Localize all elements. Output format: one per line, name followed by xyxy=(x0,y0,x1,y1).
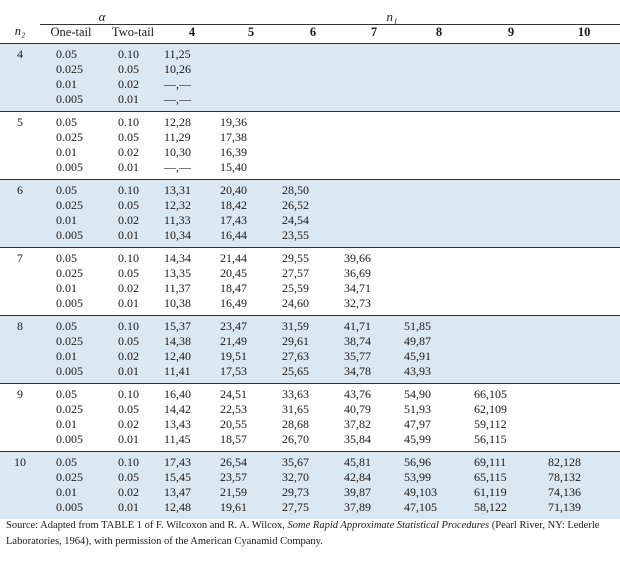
critical-values-cell xyxy=(344,247,404,315)
one-tail-value: 0.01 xyxy=(56,76,77,91)
two-tail-value: 0.01 xyxy=(118,295,139,310)
critical-value: 29,55 xyxy=(282,250,310,265)
critical-values-cell xyxy=(474,247,548,315)
one-tail-value: 0.01 xyxy=(56,416,77,431)
source-title: Some Rapid Approximate Statistical Procedures xyxy=(287,520,490,531)
one-tail-value: 0.05 xyxy=(56,46,77,61)
critical-values-cell xyxy=(548,315,620,383)
two-tail-value: 0.05 xyxy=(118,265,139,280)
n2-value: 8 xyxy=(0,315,40,383)
table-body xyxy=(0,43,620,519)
critical-values-cell xyxy=(282,315,344,383)
one-tail-value: 0.05 xyxy=(56,182,77,197)
one-tail-value: 0.05 xyxy=(56,114,77,129)
critical-values-cell xyxy=(220,111,282,179)
one-tail-cell xyxy=(40,451,102,519)
critical-values-cell xyxy=(282,451,344,519)
critical-value: 22,53 xyxy=(220,401,248,416)
critical-value: 49,87 xyxy=(404,333,432,348)
critical-value: 45,81 xyxy=(344,454,372,469)
one-tail-value: 0.025 xyxy=(56,197,83,212)
table-row xyxy=(0,315,620,383)
two-tail-cell xyxy=(102,179,164,247)
critical-values-cell xyxy=(404,43,474,111)
critical-value: 19,51 xyxy=(220,348,248,363)
two-tail-value: 0.10 xyxy=(118,114,139,129)
source-suffix: (Pearl River, NY: Lederle Laboratories, 1964), with permission of the American Cyanamid Company. xyxy=(6,520,600,547)
critical-value: 16,49 xyxy=(220,295,248,310)
two-tail-value: 0.10 xyxy=(118,182,139,197)
two-tail-value: 0.02 xyxy=(118,348,139,363)
critical-value: 27,63 xyxy=(282,348,310,363)
critical-value: 35,67 xyxy=(282,454,310,469)
critical-values-cell xyxy=(220,179,282,247)
critical-value: 17,43 xyxy=(164,454,192,469)
two-tail-cell xyxy=(102,111,164,179)
two-tail-cell xyxy=(102,43,164,111)
col-header-10: 10 xyxy=(548,24,620,43)
table-row xyxy=(0,247,620,315)
col-header-6: 6 xyxy=(282,24,344,43)
one-tail-value: 0.025 xyxy=(56,469,83,484)
critical-value: 11,45 xyxy=(164,431,191,446)
critical-value: 13,31 xyxy=(164,182,192,197)
critical-value: 32,70 xyxy=(282,469,310,484)
critical-values-cell xyxy=(344,451,404,519)
critical-values-cell xyxy=(344,43,404,111)
critical-value: 10,34 xyxy=(164,227,192,242)
critical-value: 11,37 xyxy=(164,280,191,295)
two-tail-value: 0.05 xyxy=(118,401,139,416)
critical-value: 31,59 xyxy=(282,318,310,333)
critical-value: 66,105 xyxy=(474,386,508,401)
two-tail-value: 0.02 xyxy=(118,484,139,499)
critical-value: 59,112 xyxy=(474,416,507,431)
critical-values-cell xyxy=(164,383,220,451)
critical-values-cell xyxy=(220,247,282,315)
critical-value: 71,139 xyxy=(548,499,582,514)
critical-value: 21,44 xyxy=(220,250,248,265)
one-tail-value: 0.01 xyxy=(56,280,77,295)
critical-values-cell xyxy=(344,383,404,451)
critical-value: 16,39 xyxy=(220,144,248,159)
critical-value: 51,93 xyxy=(404,401,432,416)
critical-value: 14,42 xyxy=(164,401,192,416)
critical-value: 39,87 xyxy=(344,484,372,499)
critical-value: 37,89 xyxy=(344,499,372,514)
col-header-7: 7 xyxy=(344,24,404,43)
critical-value: 65,115 xyxy=(474,469,507,484)
critical-value: 23,57 xyxy=(220,469,248,484)
critical-value: 14,38 xyxy=(164,333,192,348)
critical-values-cell xyxy=(474,111,548,179)
one-tail-cell xyxy=(40,383,102,451)
critical-value: 16,44 xyxy=(220,227,248,242)
header-blank xyxy=(0,0,40,24)
critical-value: 20,40 xyxy=(220,182,248,197)
critical-value: 58,122 xyxy=(474,499,508,514)
critical-value: 29,73 xyxy=(282,484,310,499)
one-tail-value: 0.01 xyxy=(56,212,77,227)
critical-value: 51,85 xyxy=(404,318,432,333)
one-tail-value: 0.05 xyxy=(56,386,77,401)
critical-value: 13,43 xyxy=(164,416,192,431)
table-row xyxy=(0,111,620,179)
one-tail-value: 0.005 xyxy=(56,159,83,174)
critical-value: 29,61 xyxy=(282,333,310,348)
critical-values-cell xyxy=(474,383,548,451)
n2-value: 4 xyxy=(17,46,23,61)
critical-values-cell xyxy=(164,451,220,519)
critical-value: 27,57 xyxy=(282,265,310,280)
critical-value: 43,93 xyxy=(404,363,432,378)
two-tail-value: 0.02 xyxy=(118,416,139,431)
critical-value: 11,41 xyxy=(164,363,191,378)
one-tail-value: 0.01 xyxy=(56,484,77,499)
two-tail-cell xyxy=(102,451,164,519)
one-tail-value: 0.025 xyxy=(56,61,83,76)
critical-values-cell xyxy=(404,451,474,519)
critical-value: 26,54 xyxy=(220,454,248,469)
critical-values-cell xyxy=(282,179,344,247)
critical-value: 42,84 xyxy=(344,469,372,484)
one-tail-cell xyxy=(40,179,102,247)
one-tail-value: 0.005 xyxy=(56,91,83,106)
one-tail-value: 0.05 xyxy=(56,454,77,469)
critical-values-cell xyxy=(282,247,344,315)
critical-values-cell xyxy=(344,315,404,383)
critical-value: 28,50 xyxy=(282,182,310,197)
critical-value: 38,74 xyxy=(344,333,372,348)
alpha-header: α xyxy=(40,0,164,24)
critical-value: 15,45 xyxy=(164,469,192,484)
critical-value: 56,96 xyxy=(404,454,432,469)
critical-values-cell xyxy=(404,383,474,451)
critical-value: 74,136 xyxy=(548,484,582,499)
critical-values-cell xyxy=(220,43,282,111)
n2-header: n₂ xyxy=(0,24,40,43)
critical-value: 17,43 xyxy=(220,212,248,227)
one-tail-cell xyxy=(40,111,102,179)
two-tail-value: 0.02 xyxy=(118,212,139,227)
one-tail-value: 0.01 xyxy=(56,144,77,159)
critical-values-cell xyxy=(164,43,220,111)
critical-value: 69,111 xyxy=(474,454,507,469)
critical-value: 47,105 xyxy=(404,499,438,514)
critical-values-cell xyxy=(164,179,220,247)
critical-value: 82,128 xyxy=(548,454,582,469)
critical-value: 17,38 xyxy=(220,129,248,144)
one-tail-value: 0.005 xyxy=(56,431,83,446)
critical-value: 10,30 xyxy=(164,144,192,159)
critical-values-cell xyxy=(474,315,548,383)
table-row xyxy=(0,383,620,451)
n2-value: 5 xyxy=(0,111,40,179)
two-tail-value: 0.05 xyxy=(118,469,139,484)
two-tail-value: 0.02 xyxy=(118,144,139,159)
critical-value: 18,57 xyxy=(220,431,248,446)
critical-value: 11,29 xyxy=(164,129,191,144)
one-tail-value: 0.025 xyxy=(56,129,83,144)
col-header-4: 4 xyxy=(164,24,220,43)
critical-value: 31,65 xyxy=(282,401,310,416)
critical-values-cell xyxy=(282,383,344,451)
critical-value: 12,40 xyxy=(164,348,192,363)
critical-value: 62,109 xyxy=(474,401,508,416)
critical-value: 33,63 xyxy=(282,386,310,401)
two-tail-value: 0.01 xyxy=(118,431,139,446)
critical-values-cell xyxy=(220,315,282,383)
two-tail-value: 0.01 xyxy=(118,159,139,174)
critical-value: 15,40 xyxy=(220,159,248,174)
critical-values-cell xyxy=(548,111,620,179)
critical-value: 43,76 xyxy=(344,386,372,401)
one-tail-value: 0.005 xyxy=(56,295,83,310)
critical-value: 45,91 xyxy=(404,348,432,363)
critical-value: 19,36 xyxy=(220,114,248,129)
two-tail-cell xyxy=(102,383,164,451)
critical-values-cell xyxy=(344,179,404,247)
critical-value: 10,26 xyxy=(164,61,192,76)
critical-value: 14,34 xyxy=(164,250,192,265)
critical-value: 13,35 xyxy=(164,265,192,280)
one-tail-value: 0.05 xyxy=(56,250,77,265)
critical-value: 35,77 xyxy=(344,348,372,363)
two-tail-value: 0.05 xyxy=(118,61,139,76)
critical-value: 11,25 xyxy=(164,46,191,61)
source-note xyxy=(6,518,616,550)
critical-values-cell xyxy=(474,451,548,519)
col-header-8: 8 xyxy=(404,24,474,43)
one-tail-value: 0.05 xyxy=(56,318,77,333)
one-tail-value: 0.005 xyxy=(56,227,83,242)
two-tail-value: 0.02 xyxy=(118,280,139,295)
two-tail-value: 0.02 xyxy=(118,76,139,91)
two-tail-cell xyxy=(102,247,164,315)
critical-values-cell xyxy=(548,451,620,519)
critical-value: 34,71 xyxy=(344,280,372,295)
one-tail-value: 0.005 xyxy=(56,363,83,378)
critical-values-cell xyxy=(548,43,620,111)
critical-value: 24,51 xyxy=(220,386,248,401)
critical-value: 28,68 xyxy=(282,416,310,431)
critical-value: 27,75 xyxy=(282,499,310,514)
critical-value: 56,115 xyxy=(474,431,507,446)
critical-value: 54,90 xyxy=(404,386,432,401)
critical-value: 25,65 xyxy=(282,363,310,378)
two-tail-cell xyxy=(102,315,164,383)
critical-values-cell xyxy=(164,247,220,315)
critical-values-cell xyxy=(164,111,220,179)
critical-value: 11,33 xyxy=(164,212,191,227)
two-tail-value: 0.10 xyxy=(118,386,139,401)
critical-value: —,— xyxy=(164,159,192,174)
critical-value: 23,47 xyxy=(220,318,248,333)
two-tail-value: 0.01 xyxy=(118,499,139,514)
critical-value: 41,71 xyxy=(344,318,372,333)
critical-value: 45,99 xyxy=(404,431,432,446)
critical-value: 13,47 xyxy=(164,484,192,499)
one-tail-value: 0.025 xyxy=(56,333,83,348)
critical-value: 19,61 xyxy=(220,499,248,514)
one-tail-value: 0.01 xyxy=(56,348,77,363)
two-tail-header: Two-tail xyxy=(102,24,164,43)
critical-value: 49,103 xyxy=(404,484,438,499)
critical-values-cell xyxy=(548,383,620,451)
critical-values-cell xyxy=(404,179,474,247)
one-tail-value: 0.025 xyxy=(56,401,83,416)
n2-value: 6 xyxy=(0,179,40,247)
critical-value: 24,60 xyxy=(282,295,310,310)
one-tail-value: 0.005 xyxy=(56,499,83,514)
one-tail-cell xyxy=(40,247,102,315)
critical-values-cell xyxy=(404,111,474,179)
critical-value: 47,97 xyxy=(404,416,432,431)
critical-value: 39,66 xyxy=(344,250,372,265)
table-row xyxy=(0,43,620,111)
critical-values-cell xyxy=(474,179,548,247)
critical-value: 18,42 xyxy=(220,197,248,212)
critical-values-cell xyxy=(282,43,344,111)
two-tail-value: 0.01 xyxy=(118,363,139,378)
critical-value: 34,78 xyxy=(344,363,372,378)
col-header-9: 9 xyxy=(474,24,548,43)
critical-value: —,— xyxy=(164,76,192,91)
col-header-5: 5 xyxy=(220,24,282,43)
critical-value: 21,49 xyxy=(220,333,248,348)
source-prefix: Source: Adapted from TABLE 1 of F. Wilcoxon and R. A. Wilcox, xyxy=(6,520,288,531)
critical-values-cell xyxy=(220,451,282,519)
two-tail-value: 0.01 xyxy=(118,91,139,106)
n1-header: n₁ xyxy=(164,0,620,24)
critical-value: 40,79 xyxy=(344,401,372,416)
table-row xyxy=(0,179,620,247)
two-tail-value: 0.05 xyxy=(118,333,139,348)
critical-value: 18,47 xyxy=(220,280,248,295)
one-tail-value: 0.025 xyxy=(56,265,83,280)
critical-value: 17,53 xyxy=(220,363,248,378)
two-tail-value: 0.05 xyxy=(118,129,139,144)
critical-value: 26,52 xyxy=(282,197,310,212)
one-tail-cell xyxy=(40,315,102,383)
critical-value: 12,28 xyxy=(164,114,192,129)
critical-values-cell xyxy=(164,315,220,383)
two-tail-value: 0.05 xyxy=(118,197,139,212)
critical-value: 21,59 xyxy=(220,484,248,499)
critical-values-cell xyxy=(282,111,344,179)
header-column-row xyxy=(0,24,620,43)
critical-value: 10,38 xyxy=(164,295,192,310)
critical-value: 35,84 xyxy=(344,431,372,446)
critical-value: 16,40 xyxy=(164,386,192,401)
critical-values-cell xyxy=(548,179,620,247)
critical-values-cell xyxy=(344,111,404,179)
n2-value: 10 xyxy=(0,451,40,519)
critical-value: 23,55 xyxy=(282,227,310,242)
critical-value: 53,99 xyxy=(404,469,432,484)
critical-values-cell xyxy=(404,247,474,315)
critical-value: 20,55 xyxy=(220,416,248,431)
table-row xyxy=(0,451,620,519)
two-tail-value: 0.10 xyxy=(118,454,139,469)
critical-value: —,— xyxy=(164,91,192,106)
critical-values-cell xyxy=(548,247,620,315)
n2-value: 9 xyxy=(0,383,40,451)
critical-value: 24,54 xyxy=(282,212,310,227)
critical-value: 78,132 xyxy=(548,469,582,484)
critical-value: 32,73 xyxy=(344,295,372,310)
critical-value: 26,70 xyxy=(282,431,310,446)
two-tail-value: 0.10 xyxy=(118,318,139,333)
two-tail-value: 0.10 xyxy=(118,250,139,265)
critical-value: 25,59 xyxy=(282,280,310,295)
critical-values-cell xyxy=(404,315,474,383)
critical-value: 15,37 xyxy=(164,318,192,333)
two-tail-value: 0.10 xyxy=(118,46,139,61)
header-top-row xyxy=(0,0,620,24)
critical-value: 20,45 xyxy=(220,265,248,280)
one-tail-cell xyxy=(40,43,102,111)
critical-value: 36,69 xyxy=(344,265,372,280)
critical-values-cell xyxy=(220,383,282,451)
one-tail-header: One-tail xyxy=(40,24,102,43)
critical-values-cell xyxy=(474,43,548,111)
critical-value: 37,82 xyxy=(344,416,372,431)
two-tail-value: 0.01 xyxy=(118,227,139,242)
critical-value: 12,48 xyxy=(164,499,192,514)
critical-value: 61,119 xyxy=(474,484,507,499)
critical-value: 12,32 xyxy=(164,197,192,212)
n2-value: 7 xyxy=(0,247,40,315)
